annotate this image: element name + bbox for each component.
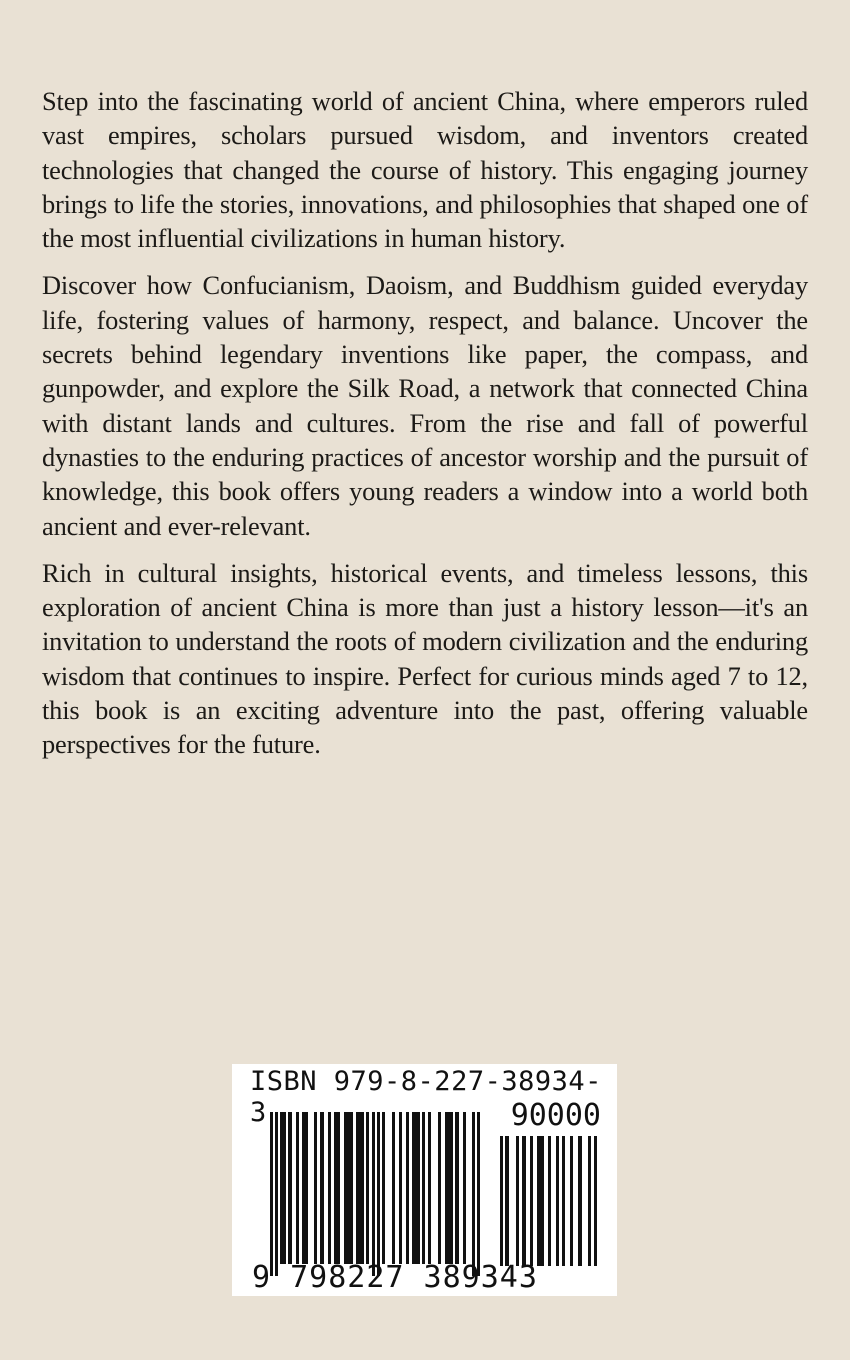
price-code: 90000 <box>510 1098 601 1133</box>
blurb-paragraph-3: Rich in cultural insights, historical events, and timeless lessons, this exploration of ancient China is more than just a history lesson—it's an invitation to understand the roots of modern civilization and the enduring wisdom that continues to inspire. Perfect for curious minds aged 7 to 12, this book is an exciting adventure into the past, offering valuable perspectives for the future. <box>42 557 808 760</box>
blurb-paragraph-2: Discover how Confucianism, Daoism, and Buddhism guided everyday life, fostering values of harmony, respect, and balance. Uncover the secrets behind legendary inventions like paper, the compass, and gunpowder, and explore the Silk Road, a network that connected China with distant lands and cultures. From the rise and fall of powerful dynasties to the enduring practices of ancestor worship and the pursuit of knowledge, this book offers young readers a window into a world both ancient and ever-relevant. <box>42 270 808 541</box>
isbn-barcode <box>232 1064 617 1296</box>
back-cover-blurb <box>42 84 808 775</box>
ean-digits: 9 798227 389343 <box>252 1260 538 1295</box>
blurb-paragraph-1: Step into the fascinating world of ancient China, where emperors ruled vast empires, scholars pursued wisdom, and inventors created technologies that changed the course of history. This engaging journey brings to life the stories, innovations, and philosophies that shaped one of the most influential civilizations in human history. <box>42 86 808 254</box>
isbn-label: ISBN 979-8-227-38934-3 <box>250 1066 602 1128</box>
